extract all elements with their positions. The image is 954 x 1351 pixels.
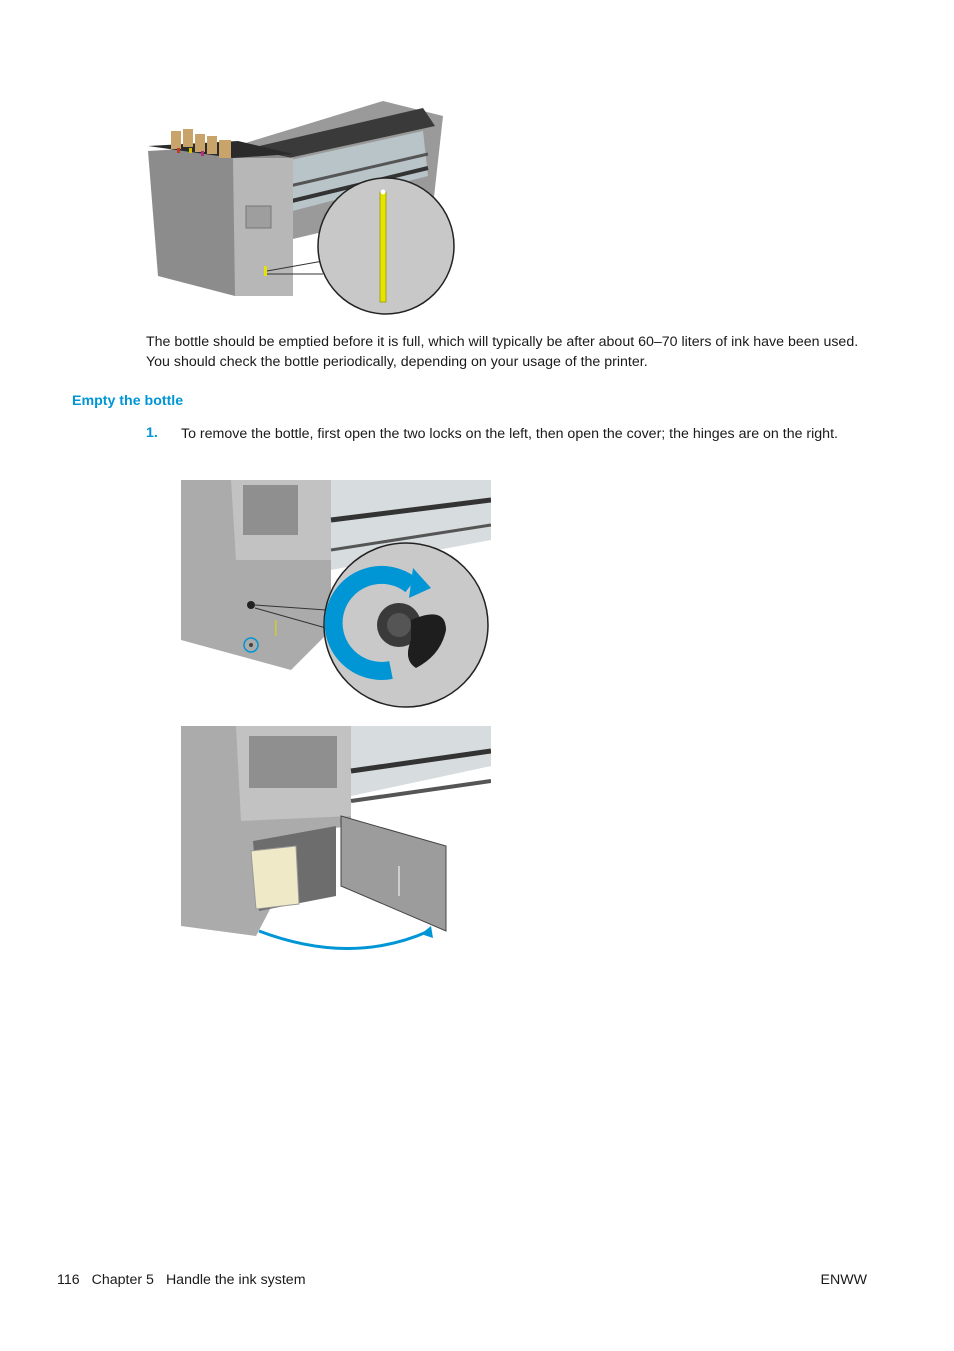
doc-code: ENWW: [820, 1272, 867, 1288]
paragraph: The bottle should be emptied before it is full, which will typically be after about 60–70 liters of ink have been used. You should check the bottle periodically, depending on your usage of the printer.: [146, 334, 859, 370]
step-text: To remove the bottle, first open the two locks on the left, then open the cover; the hinges are on the right.: [181, 426, 838, 442]
step-number: 1.: [146, 425, 158, 441]
page-number: 116: [57, 1272, 80, 1288]
printer-overview-illustration: [143, 96, 458, 320]
cover-open-illustration: [181, 726, 491, 958]
footer-left: [57, 1272, 318, 1288]
lock-rotate-illustration: [181, 480, 491, 712]
section-heading: Empty the bottle: [72, 393, 184, 409]
chapter-title: Handle the ink system: [165, 1272, 306, 1288]
chapter-label: Chapter 5: [91, 1272, 154, 1288]
